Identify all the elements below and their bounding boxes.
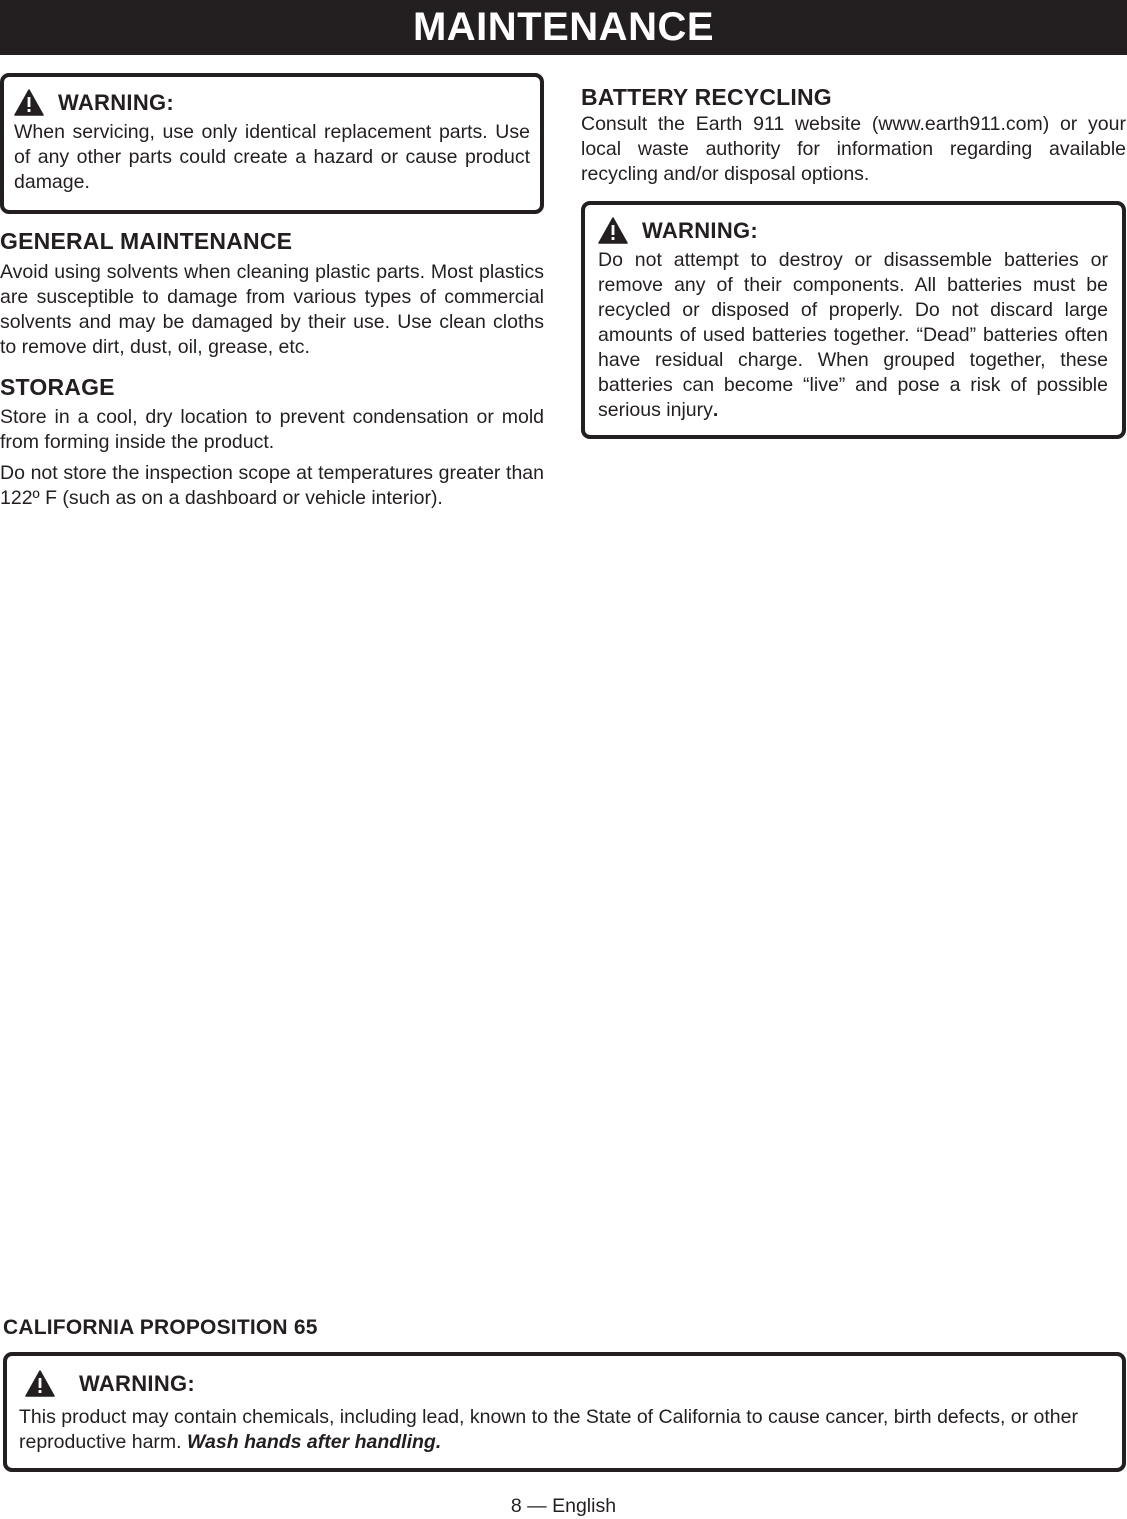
storage-text-1: Store in a cool, dry location to prevent condensation or mold from forming inside the product. (0, 406, 544, 453)
prop65-heading: CALIFORNIA PROPOSITION 65 (3, 1316, 318, 1339)
warning-text-body: This product may contain chemicals, including lead, known to the State of California to cause cancer, birth defects, or other reproductive harm. (19, 1406, 1078, 1453)
warning-triangle-icon (598, 217, 628, 244)
warning-text: When servicing, use only identical replacement parts. Use of any other parts could create a hazard or cause product damage. (14, 121, 530, 193)
warning-text (598, 248, 1108, 423)
battery-recycling-text: Consult the Earth 911 website (www.earth911.com) or your local waste authority for information regarding available recycling and/or disposal options. (581, 113, 1126, 185)
left-column (0, 73, 544, 511)
general-maintenance-section (0, 228, 544, 360)
storage-heading: STORAGE (0, 374, 115, 400)
warning-title: WARNING: (79, 1370, 196, 1396)
service-warning-box (0, 73, 544, 214)
warning-triangle-icon (25, 1370, 55, 1397)
storage-text-2: Do not store the inspection scope at temperatures greater than 122º F (such as on a dashboard or vehicle interior). (0, 462, 544, 509)
page-footer: 8 — English (510, 1495, 617, 1517)
prop65-warning-box (3, 1352, 1126, 1472)
page-title: MAINTENANCE (412, 5, 715, 49)
warning-header (14, 89, 530, 116)
warning-text-end: . (712, 399, 719, 421)
prop65-section (3, 1316, 1126, 1472)
warning-header (598, 217, 1108, 244)
general-maintenance-text: Avoid using solvents when cleaning plastic parts. Most plastics are susceptible to damage from various types of commercial solvents and may be damaged by their use. Use clean cloths to remove dirt, dust, oil, grease, etc. (0, 261, 544, 358)
storage-section (0, 374, 544, 511)
warning-title: WARNING: (58, 89, 175, 115)
warning-text-body: Do not attempt to destroy or disassemble batteries or remove any of their components. All batteries must be recycled or disposed of properly. Do not discard large amounts of used batteries together. “Dead” batteries often have residual charge. When grouped together, these batteries can become “live” and pose a risk of possible serious injury (598, 249, 1108, 421)
warning-triangle-icon (14, 89, 44, 116)
battery-warning-box (581, 201, 1126, 439)
page-title-banner (0, 0, 1127, 55)
wash-hands-emphasis: Wash hands after handling. (187, 1431, 442, 1453)
battery-recycling-heading: BATTERY RECYCLING (581, 84, 832, 110)
general-maintenance-heading: GENERAL MAINTENANCE (0, 228, 293, 254)
warning-text (19, 1405, 1110, 1455)
warning-header (19, 1370, 1110, 1397)
warning-title: WARNING: (642, 217, 759, 243)
right-column (581, 84, 1126, 439)
